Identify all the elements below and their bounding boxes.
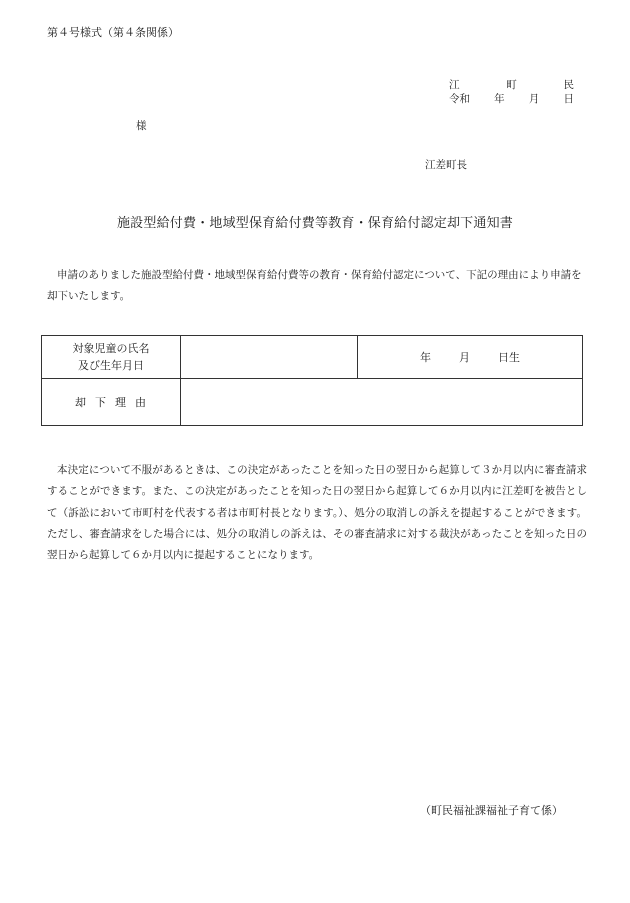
reason-label-cell <box>42 379 181 426</box>
org-char-1: 江 <box>449 79 460 91</box>
child-dob-field[interactable] <box>358 336 583 379</box>
document-title: 施設型給付費・地域型保育給付費等教育・保育給付認定却下通知書 <box>116 216 513 231</box>
child-label-line2: 及び生年月日 <box>78 359 144 372</box>
date-year: 年 <box>494 93 505 105</box>
issue-date <box>449 91 574 106</box>
form-number: 第４号様式（第４条関係） <box>47 26 179 39</box>
child-label-line1: 対象児童の氏名 <box>72 342 150 355</box>
date-era: 令和 <box>449 93 470 105</box>
issuer-org-header <box>449 77 574 92</box>
intro-text: 申請のありました施設型給付費・地域型保育給付費等の教育・保育給付認定について、下記の理由により申請を却下いたします。 <box>47 269 582 302</box>
appeal-notice-text: 本決定について不服があるときは、この決定があったことを知った日の翌日から起算して３か月以内に審査請求することができます。また、この決定があったことを知った日の翌日から起算して６か月以内に江差町を被告として（訴訟において市町村を代表する者は市町村長となります。）、処分の取消しの訴えを提起することができます。ただし、審査請求をした場合には、処分の取消しの訴えは、その審査請求に対する裁決があったことを知った日の翌日から起算して６か月以内に提起することになります。 <box>47 464 587 562</box>
child-name-field[interactable] <box>181 336 358 379</box>
issuer-name: 江差町長 <box>425 159 467 171</box>
dob-month-label: 月 <box>459 351 470 364</box>
intro-paragraph <box>47 265 587 307</box>
org-char-3: 民 <box>563 79 574 91</box>
department-footer: （町民福祉課福祉子育て係） <box>420 804 563 817</box>
applicant-info-table <box>41 335 583 426</box>
child-info-row <box>42 336 583 379</box>
org-char-2: 町 <box>506 79 517 91</box>
reason-row <box>42 379 583 426</box>
dob-year-label: 年 <box>420 351 431 364</box>
date-month: 月 <box>528 93 540 105</box>
reason-field[interactable] <box>181 379 583 426</box>
addressee-honorific: 様 <box>136 120 147 132</box>
reason-label: 却下理由 <box>75 395 155 409</box>
child-label-cell <box>42 336 181 379</box>
dob-parts <box>420 349 520 365</box>
dob-day-label: 日生 <box>498 351 520 364</box>
appeal-notice <box>47 460 587 566</box>
date-day: 日 <box>563 93 574 105</box>
